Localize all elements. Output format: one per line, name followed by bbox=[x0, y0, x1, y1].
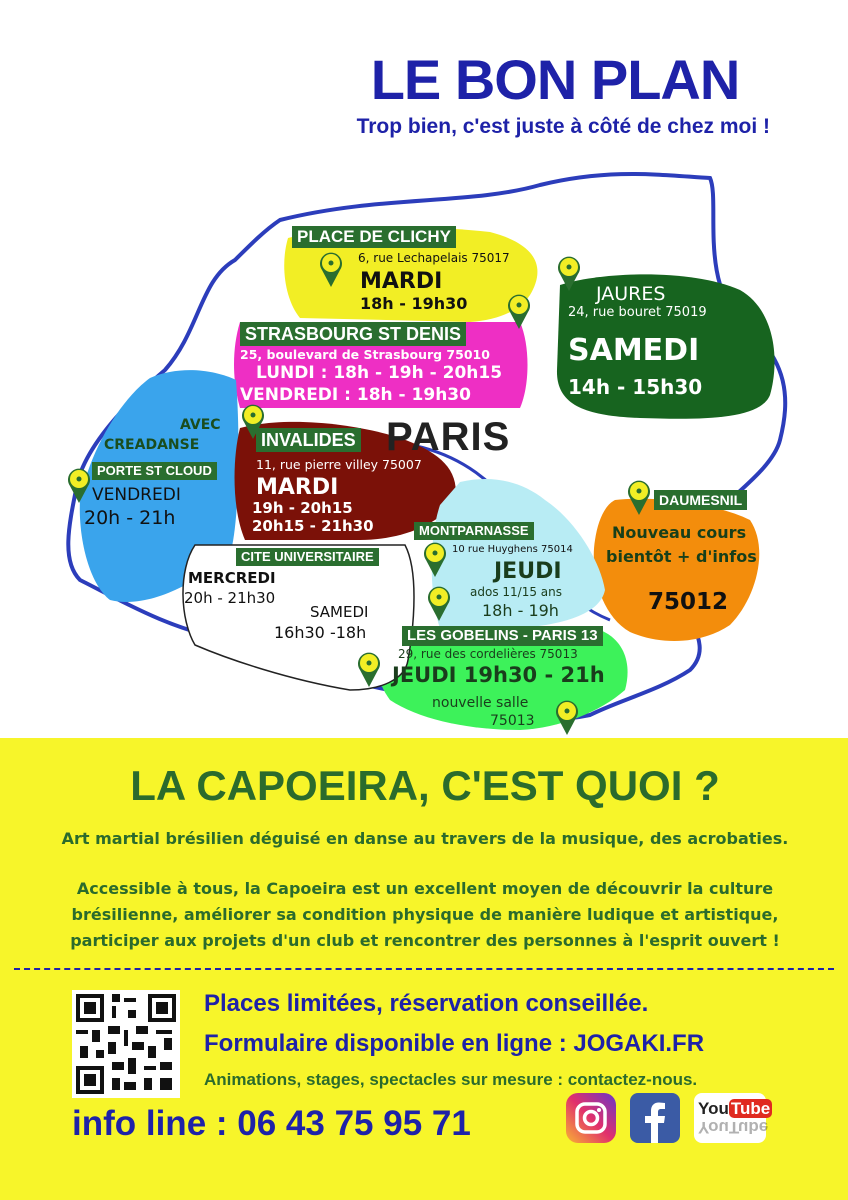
description-paragraph-1: Art martial brésilien déguisé en danse au travers de la musique, des acrobaties. bbox=[61, 829, 789, 848]
location-tag-clichy: PLACE DE CLICHY bbox=[292, 226, 456, 248]
instagram-icon[interactable] bbox=[566, 1093, 616, 1143]
note-montparnasse: ados 11/15 ans bbox=[470, 585, 562, 599]
zone-daumesnil bbox=[594, 499, 759, 641]
day-porte-st-cloud: VENDREDI bbox=[92, 485, 181, 505]
schedule-strasbourg-2: VENDREDI : 18h - 19h30 bbox=[240, 385, 471, 405]
map-pin-icon[interactable] bbox=[318, 250, 344, 288]
location-tag-porte-st-cloud: PORTE ST CLOUD bbox=[92, 462, 217, 480]
description-line-3: participer aux projets d'un club et rencontrer des personnes à l'esprit ouvert ! bbox=[70, 931, 780, 950]
map-pin-icon[interactable] bbox=[506, 292, 532, 330]
partner-note-line1: AVEC bbox=[180, 417, 221, 433]
day-cite-2: SAMEDI bbox=[310, 603, 369, 621]
day-jaures: SAMEDI bbox=[568, 333, 700, 368]
time-invalides-1: 19h - 20h15 bbox=[252, 499, 353, 517]
note-gobelins-1: nouvelle salle bbox=[432, 695, 529, 711]
day-invalides: MARDI bbox=[256, 475, 339, 500]
section-title: LA CAPOEIRA, C'EST QUOI ? bbox=[130, 762, 720, 809]
address-gobelins: 29, rue des cordelières 75013 bbox=[398, 647, 578, 661]
day-clichy: MARDI bbox=[360, 269, 443, 294]
map-pin-icon[interactable] bbox=[626, 478, 652, 516]
note-gobelins-2: 75013 bbox=[490, 713, 535, 729]
time-porte-st-cloud: 20h - 21h bbox=[84, 507, 176, 529]
map-pin-icon[interactable] bbox=[356, 650, 382, 688]
reservation-notice: Places limitées, réservation conseillée. bbox=[204, 990, 649, 1017]
location-name-jaures: JAURES bbox=[596, 283, 666, 305]
location-tag-daumesnil: DAUMESNIL bbox=[654, 490, 747, 510]
time-cite-1: 20h - 21h30 bbox=[184, 589, 276, 607]
youtube-icon[interactable]: You Tube YouTube bbox=[694, 1093, 766, 1143]
location-tag-montparnasse: MONTPARNASSE bbox=[414, 522, 534, 540]
address-invalides: 11, rue pierre villey 75007 bbox=[256, 457, 422, 472]
day-montparnasse: JEUDI bbox=[494, 559, 562, 584]
map-pin-icon[interactable] bbox=[422, 540, 448, 578]
address-clichy: 6, rue Lechapelais 75017 bbox=[358, 251, 510, 265]
location-tag-strasbourg: STRASBOURG ST DENIS bbox=[240, 322, 466, 346]
location-tag-cite: CITE UNIVERSITAIRE bbox=[236, 548, 379, 566]
facebook-icon[interactable] bbox=[630, 1093, 680, 1143]
map-pin-icon[interactable] bbox=[556, 254, 582, 292]
location-tag-gobelins: LES GOBELINS - PARIS 13 bbox=[402, 626, 603, 646]
time-cite-2: 16h30 -18h bbox=[274, 623, 367, 642]
page-title: LE BON PLAN bbox=[370, 48, 740, 111]
location-tag-invalides: INVALIDES bbox=[256, 428, 361, 452]
schedule-gobelins: JEUDI 19h30 - 21h bbox=[392, 663, 605, 687]
dashed-divider bbox=[14, 968, 834, 970]
map-pin-icon[interactable] bbox=[554, 698, 580, 736]
partner-note-line2: CREADANSE bbox=[104, 437, 200, 453]
time-jaures: 14h - 15h30 bbox=[568, 375, 703, 399]
time-clichy: 18h - 19h30 bbox=[360, 294, 468, 313]
map-center-label: PARIS bbox=[386, 415, 511, 459]
map-pin-icon[interactable] bbox=[426, 584, 452, 622]
zip-daumesnil: 75012 bbox=[648, 589, 729, 615]
online-form-notice: Formulaire disponible en ligne : JOGAKI.FR bbox=[204, 1030, 705, 1057]
note-daumesnil-1: Nouveau cours bbox=[612, 523, 747, 542]
page-subtitle: Trop bien, c'est juste à côté de chez moi ! bbox=[356, 115, 770, 138]
time-invalides-2: 20h15 - 21h30 bbox=[252, 517, 374, 535]
description-line-1: Accessible à tous, la Capoeira est un excellent moyen de découvrir la culture bbox=[76, 879, 774, 898]
services-notice: Animations, stages, spectacles sur mesure : contactez-nous. bbox=[204, 1070, 698, 1089]
address-strasbourg: 25, boulevard de Strasbourg 75010 bbox=[240, 347, 490, 362]
schedule-strasbourg-1: LUNDI : 18h - 19h - 20h15 bbox=[256, 363, 503, 383]
qr-code-icon[interactable] bbox=[72, 990, 180, 1098]
info-line-phone[interactable]: info line : 06 43 75 95 71 bbox=[72, 1104, 471, 1143]
address-jaures: 24, rue bouret 75019 bbox=[568, 305, 707, 320]
description-line-2: brésilienne, améliorer sa condition physique de manière ludique et artistique, bbox=[71, 905, 779, 924]
time-montparnasse: 18h - 19h bbox=[482, 601, 559, 620]
map-pin-icon[interactable] bbox=[66, 466, 92, 504]
address-montparnasse: 10 rue Huyghens 75014 bbox=[452, 544, 573, 555]
day-cite-1: MERCREDI bbox=[188, 569, 276, 587]
note-daumesnil-2: bientôt + d'infos bbox=[606, 547, 757, 566]
